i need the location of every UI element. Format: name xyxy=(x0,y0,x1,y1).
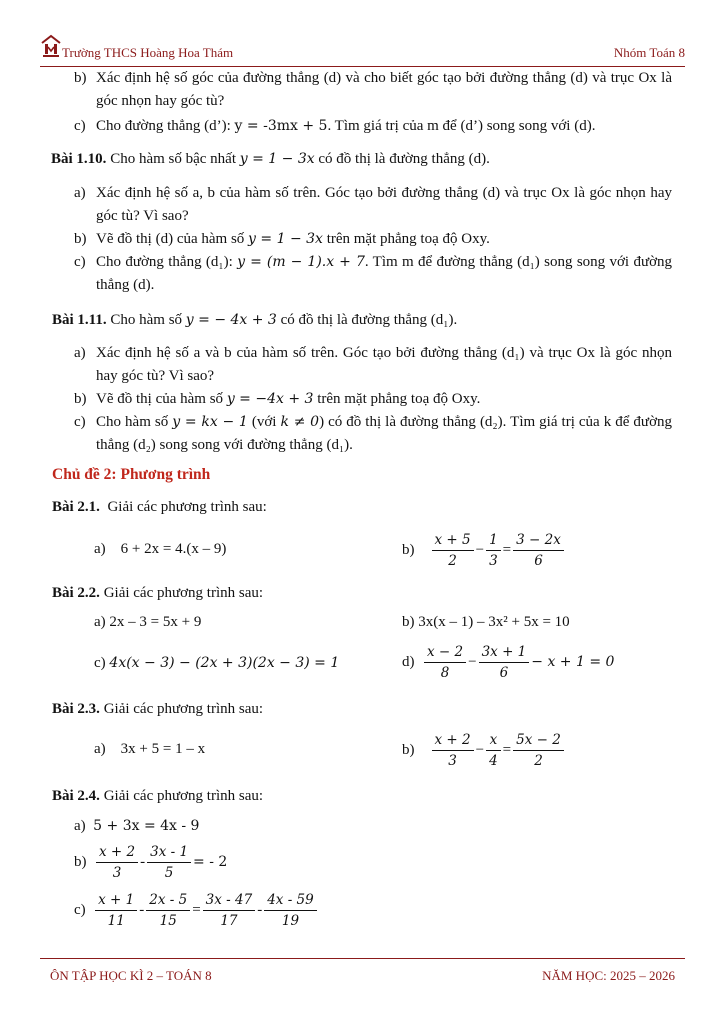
page-footer xyxy=(40,958,685,983)
bai-2-2-row-1 xyxy=(52,614,672,638)
bai-2-1-heading: Bài 2.1. Giải các phương trình sau: xyxy=(52,499,267,515)
bai-1-9-b: b) Xác định hệ số góc của đường thẳng (d) và cho biết góc tạo bởi đường thẳng (d) và trục Ox là góc nhọn hay góc tù? xyxy=(74,70,672,109)
bai-2-4-heading: Bài 2.4. Giải các phương trình sau: xyxy=(52,788,264,804)
bai-1-11: Bài 1.11. Cho hàm số y = − 4x + 3 có đồ thị là đường thẳng (d₁). a) Xác định hệ số a và b của hàm số trên. Góc tạo bởi đường thẳng (d₁) và trục Ox là góc nhọn hay góc tù? Vì sao? b) Vẽ đồ thị của hàm số y = −4x + 3 trên mặt phẳng toạ độ Oxy. c) Cho hàm số y = kx − 1 (với k ≠ 0) có đồ thị là đường thẳng (d₂). Tìm giá trị của k để đường thẳng (d₂) song song với đường thẳng (d₁). xyxy=(52,309,672,457)
bai-1-10-b: b) Vẽ đồ thị (d) của hàm số y = 1 − 3x trên mặt phẳng toạ độ Oxy. xyxy=(74,231,490,247)
bai-1-11-a: a) Xác định hệ số a và b của hàm số trên. Góc tạo bởi đường thẳng (d₁) và trục Ox là góc nhọn hay góc tù? Vì sao? xyxy=(74,345,672,384)
school-name: Trường THCS Hoàng Hoa Thám xyxy=(62,45,234,60)
bai-2-3-heading: Bài 2.3. Giải các phương trình sau: xyxy=(52,701,264,717)
bai-1-10-c: c) Cho đường thẳng (d₁): y = (m − 1).x + 7. Tìm m để đường thẳng (d₁) song song với đường thẳng (d). xyxy=(74,254,673,293)
bai-2-1-b: b) $\frac{x + 5}{2}$ − $\frac{1}{3}$ = $\frac{3 - 2x}{6}$ xyxy=(402,530,566,571)
bai-2-4-a: a) 5 + 3x = 4x - 9 xyxy=(74,818,200,834)
bai-2-2-b: b) 3x(x – 1) – 3x² + 5x = 10 xyxy=(402,614,570,630)
topic-2-heading: Chủ đề 2: Phương trình xyxy=(52,466,211,483)
bai-1-10: Bài 1.10. Cho hàm số bậc nhất y = 1 − 3x có đồ thị là đường thẳng (d). a) Xác định hệ số a, b của hàm số trên. Góc tạo bởi đường thẳng (d) và trục Ox là góc nhọn hay góc tù? Vì sao? b) Vẽ đồ thị (d) của hàm số y = 1 − 3x trên mặt phẳng toạ độ Oxy. c) Cho đường thẳng (d₁): y = (m − 1).x + 7. Tìm m để đường thẳng (d₁) song song với đường thẳng (d). xyxy=(52,148,672,297)
bai-2-2-heading: Bài 2.2. Giải các phương trình sau: xyxy=(52,585,264,601)
group-name: Nhóm Toán 8 xyxy=(613,45,685,60)
footer-school-year: NĂM HỌC: 2025 – 2026 xyxy=(542,968,675,983)
page-header xyxy=(40,36,685,67)
bai-2-2-row-2 xyxy=(52,642,672,690)
bai-2-4-b: b) $\frac{x + 2}{3}$ - $\frac{3x - 1}{5}$ = - 2 xyxy=(74,844,228,881)
school-logo-icon xyxy=(40,34,62,58)
bai-1-11-c: c) Cho hàm số y = kx − 1 (với k ≠ 0) có đồ thị là đường thẳng (d₂). Tìm giá trị của k để đường thẳng (d₂) song song với đường thẳng (d₁). xyxy=(74,414,672,453)
bai-1-11-title: Bài 1.11. xyxy=(52,312,107,328)
bai-2-2-d: d) $\frac{x - 2}{8}$ − $\frac{3x + 1}{6}$ − x + 1 = 0 xyxy=(402,644,615,681)
bai-2-3-row xyxy=(52,730,672,774)
bai-1-9-c: c) Cho đường thẳng (d’): y = -3mx + 5. Tìm giá trị của m để (d’) song song với (d). xyxy=(74,118,596,134)
bai-2-3-b: b) $\frac{x + 2}{3}$ − $\frac{x}{4}$ = $\frac{5x - 2}{2}$ xyxy=(402,730,566,771)
bai-2-1-row xyxy=(52,530,672,574)
bai-1-10-title: Bài 1.10. xyxy=(51,151,107,167)
bai-1-9-continued xyxy=(52,67,672,138)
bai-2-2-a: a) 2x – 3 = 5x + 9 xyxy=(94,614,202,630)
footer-course: ÔN TẬP HỌC KÌ 2 – TOÁN 8 xyxy=(50,968,212,983)
bai-1-10-a: a) Xác định hệ số a, b của hàm số trên. Góc tạo bởi đường thẳng (d) và trục Ox là góc nhọn hay góc tù? Vì sao? xyxy=(74,185,672,224)
bai-2-3-a: a) 3x + 5 = 1 – x xyxy=(94,741,206,757)
bai-2-4-c: c) $\frac{x + 1}{11}$ - $\frac{2x - 5}{15}$ = $\frac{3x - 47}{17}$ - $\frac{4x - 59}{19}$ xyxy=(52,890,672,936)
bai-2-1-a: a) 6 + 2x = 4.(x – 9) xyxy=(94,541,227,557)
bai-2-2-c: c) 4x(x − 3) − (2x + 3)(2x − 3) = 1 xyxy=(94,655,340,671)
bai-1-11-b: b) Vẽ đồ thị của hàm số y = −4x + 3 trên mặt phẳng toạ độ Oxy. xyxy=(74,391,481,407)
